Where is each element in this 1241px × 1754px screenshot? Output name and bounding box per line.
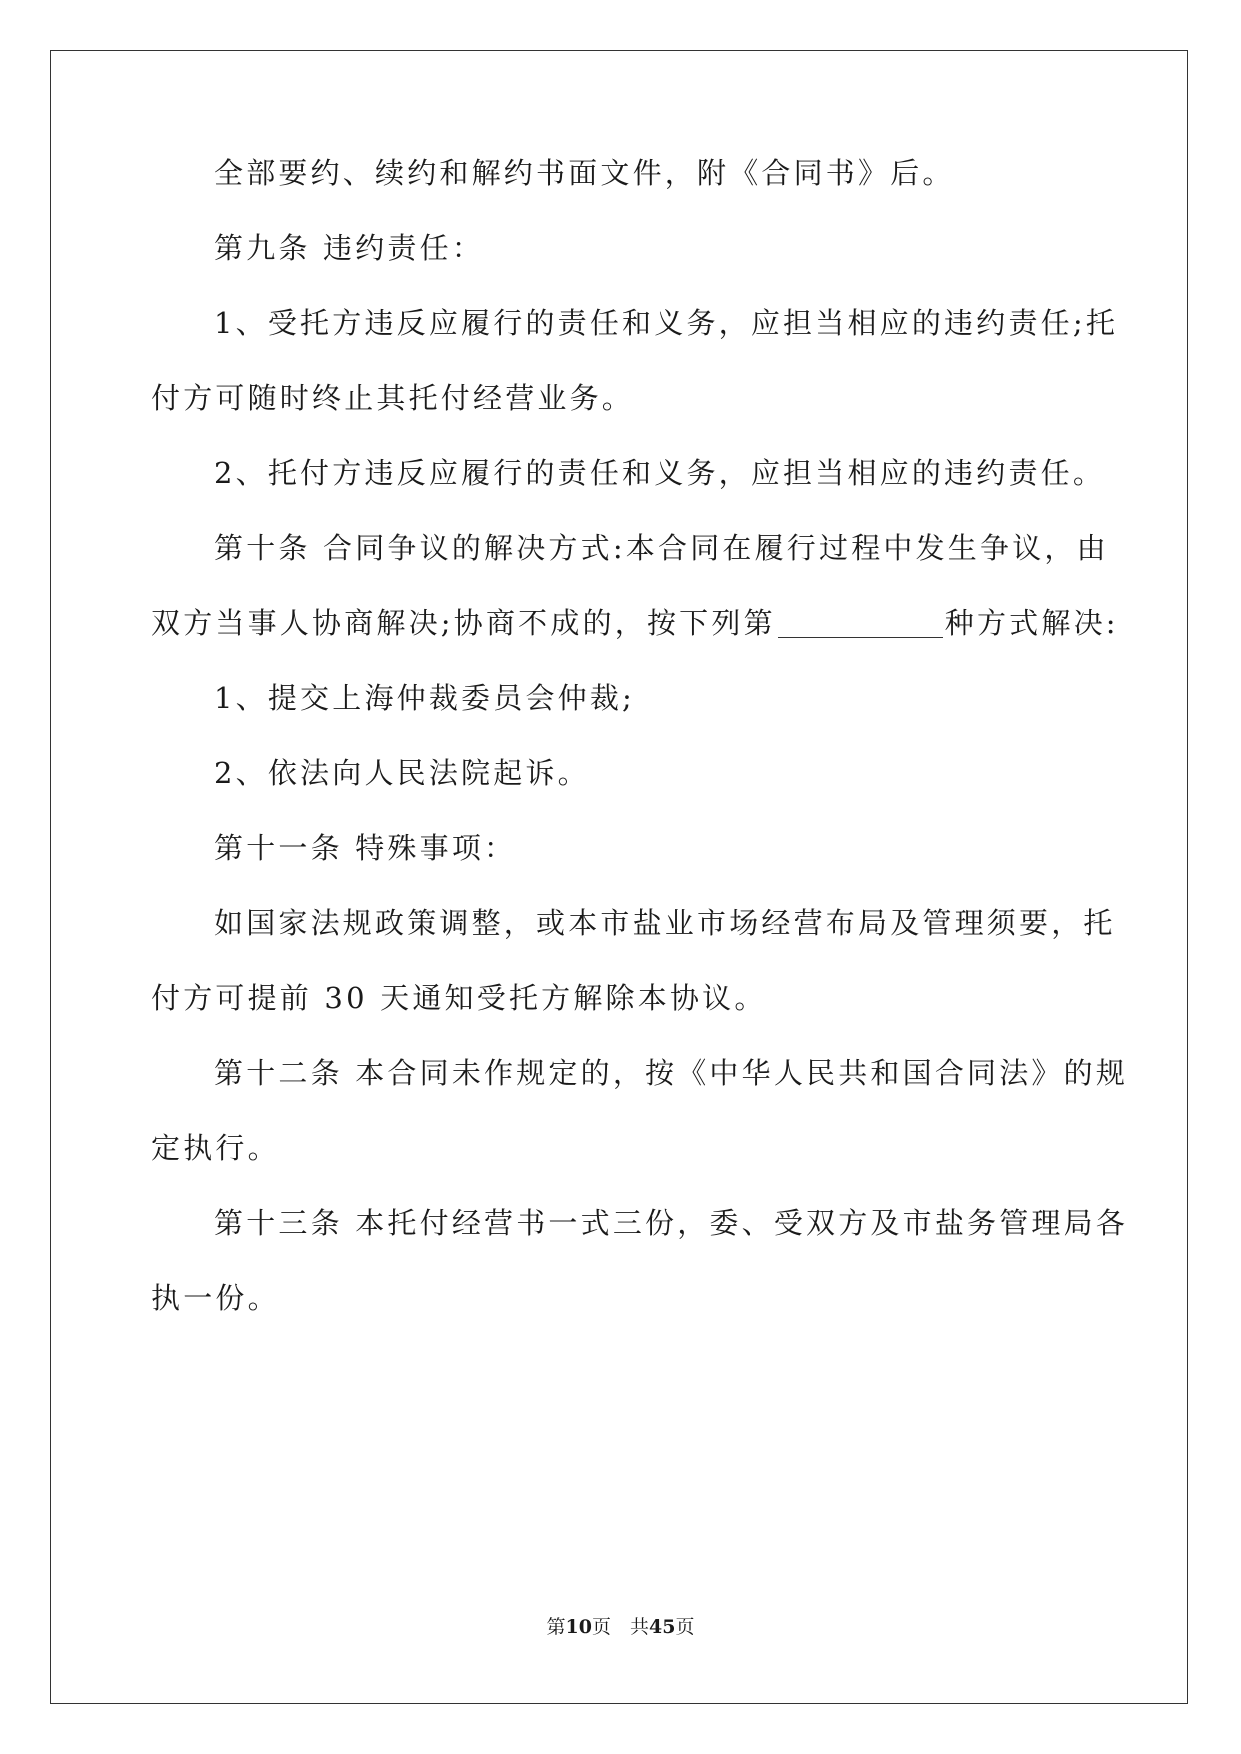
current-page-number: 10 bbox=[565, 1616, 592, 1638]
paragraph-line: 如国家法规政策调整，或本市盐业市场经营布局及管理须要，托 bbox=[214, 906, 1116, 940]
article-12-heading: 第十二条 本合同未作规定的，按《中华人民共和国合同法》的规 bbox=[214, 1056, 1129, 1090]
paragraph-line: 付方可随时终止其托付经营业务。 bbox=[151, 381, 635, 415]
text-before-blank: 双方当事人协商解决;协商不成的，按下列第 bbox=[151, 606, 776, 640]
text-after-blank: 种方式解决: bbox=[944, 606, 1119, 640]
page-border bbox=[50, 50, 1188, 1704]
footer-suffix: 页 bbox=[675, 1616, 695, 1638]
paragraph-line: 2、托付方违反应履行的责任和义务，应担当相应的违约责任。 bbox=[214, 456, 1106, 490]
paragraph-line: 2、依法向人民法院起诉。 bbox=[214, 756, 590, 790]
article-11-heading: 第十一条 特殊事项： bbox=[214, 831, 517, 865]
paragraph-line: 执一份。 bbox=[151, 1281, 280, 1315]
footer-prefix: 第 bbox=[546, 1616, 566, 1638]
article-9-heading: 第九条 违约责任： bbox=[214, 231, 485, 265]
footer-middle: 页 共 bbox=[591, 1616, 649, 1638]
paragraph-line-with-blank bbox=[151, 606, 1119, 640]
fill-in-blank bbox=[778, 611, 943, 638]
paragraph-line: 付方可提前 30 天通知受托方解除本协议。 bbox=[151, 981, 767, 1015]
paragraph-line: 1、提交上海仲裁委员会仲裁; bbox=[214, 681, 636, 715]
article-13-heading: 第十三条 本托付经营书一式三份，委、受双方及市盐务管理局各 bbox=[214, 1206, 1129, 1240]
article-10-heading: 第十条 合同争议的解决方式:本合同在履行过程中发生争议，由 bbox=[214, 531, 1109, 565]
paragraph-line: 全部要约、续约和解约书面文件，附《合同书》后。 bbox=[214, 156, 955, 190]
page-footer bbox=[0, 1612, 1241, 1639]
total-page-number: 45 bbox=[649, 1616, 676, 1638]
paragraph-line: 1、受托方违反应履行的责任和义务，应担当相应的违约责任;托 bbox=[214, 306, 1119, 340]
paragraph-line: 定执行。 bbox=[151, 1131, 280, 1165]
